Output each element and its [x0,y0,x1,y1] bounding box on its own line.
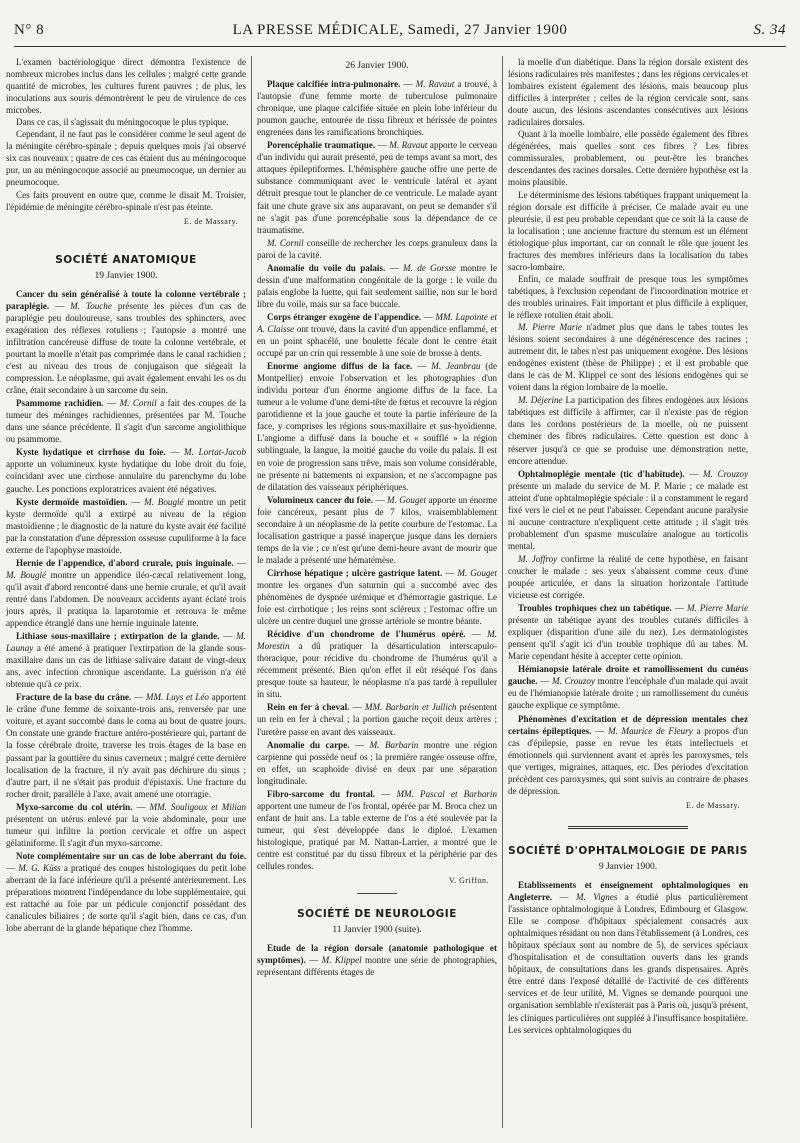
report-entry: Psammome rachidien. — M. Cornil a fait des coupes de la tumeur des méninges rachidiennes, présentées par M. Touche dans une séance précédente. Il s'agit d'un sarcome angiolithique ou psammome. [6,398,246,445]
report-entry: Hernie de l'appendice, d'abord crurale, puis inguinale. — M. Bouglé montre un appendice iléo-cæcal relativement long, qu'il avait d'abord rencontré dans une hernie crurale, et qu'il avait rentré dans l'abdomen. De nouveaux accidents ayant éclaté trois jours après, il pratiqua la laparotomie et retrouva le même appendice étranglé dans une hernie inguinale latente. [6,557,246,629]
entry-title: Plaque calcifiée intra-pulmonaire. [267,79,401,90]
paragraph: Quant à la moelle lombaire, elle possède également des fibres dégénérées, mais quelles sont ces fibres ? Les fibres commissurales, probablement, ou peut-être les branches descendantes des racines dorsales. Cette dernière hypothèse est la moins plausible. [508,129,748,188]
entry-author: MM. Barbarin et Jullich [364,702,457,713]
entry-text: présentent un rein en fer à cheval ; la portion gauche reçoit deux artères ; l'uretère passe en avant des vaisseaux. [257,702,497,737]
section-date: 11 Janvier 1900 (suite). [332,925,422,936]
entry-title: Rein en fer à cheval. [267,702,350,713]
column-1 [6,56,246,1128]
report-entry: Corps étranger exogène de l'appendice. — MM. Lapointe et A. Claisse ont trouvé, dans la cavité d'un appendice enflammé, et en un point sphacélé, une boulette fécale dont le centre était occupé par un crin qui ressemble à une soie de brosse à dents. [257,311,497,359]
entry-text: présente un malade du service de M. P. Marie ; ce malade est atteint d'une ophtalmoplégie spéciale : il a constamment le regard fixé vers le ciel et ne peut l'abaisser. Cependant aucune paralysie ni aucune contracture n'expliquent cette attitude ; il s'agit très probablement d'un spasme musculaire analogue au torticolis mental. [508,480,748,551]
paragraph: Dans ce cas, il s'agissait du méningocoque le plus typique. [16,117,229,128]
entry-author: M. Morestin [257,629,497,652]
report-entry [508,321,748,393]
entry-author: M. G. Küss [18,862,61,873]
entry-title: Myxo-sarcome du col utérin. [16,801,133,812]
entries-list [508,321,748,797]
entry-title: Ophtalmoplégie mentale (tic d'habitude). [518,468,685,479]
report-entry: Fibro-sarcome du frontal. — MM. Pascal et Barbarin apportent une tumeur de l'os frontal, opérée par M. Broca chez un enfant de huit ans. La table externe de l'os a été soulevée par la tumeur, qui s'est développée dans le diploé. L'examen histologique, pratiqué par M. Nattan-Larrier, a montré que le centre est constitué par du tissu fibreux et la périphérie par des cellules rondes. [257,788,497,872]
page-header [14,22,786,44]
report-entry: Troubles trophiques chez un tabétique. — M. Pierre Marie présente un tabétique ayant des troubles cutanés difficiles à expliquer (disparition d'une aile du nez). Les dermatologistes pensent qu'il s'agit ici d'un trouble trophique dû au tabes. M. Marie cependant hésite à accepter cette opinion. [508,603,748,662]
entry-title: Hémianopsie latérale droite et ramollissement du cunéus gauche. [508,664,748,687]
paragraph: Ces faits prouvent en outre que, comme le disait M. Troisier, l'épidémie de méningite cérébro-spinale n'est pas éteinte. [6,189,246,212]
continuation-text [508,56,748,321]
entry-author: M. Lortat-Jacob [184,447,246,458]
report-entry: Porencéphalie traumatique. — M. Ravaut apporte le cerveau d'un individu qui aurait présenté, peu de temps avant sa mort, des attaques épileptiformes. L'hémisphère gauche offre une perte de substance communiquant avec le ventricule latéral et ayant détruit presque tout le plancher de ce ventricule. Le malade ayant fait une chute grave six ans auparavant, on peut se demander s'il ne s'agit pas d'une porencéphalie sous la dépendance de ce traumatisme. [257,140,497,235]
entry-title: Note complémentaire sur un cas de lobe aberrant du foie. [16,850,246,861]
report-entry: Ophtalmoplégie mentale (tic d'habitude). — M. Crouzoy présente un malade du service de M. P. Marie ; ce malade est atteint d'une ophtalmoplégie spéciale : il a constamment le regard fixé vers le ciel et ne peut l'abaisser. Cependant aucune paralysie ni aucune contracture n'expliquent cette attitude ; il s'agit très probablement d'un spasme musculaire analogue au torticolis mental. [508,468,748,551]
report-entry [508,553,748,601]
intro-text [6,56,246,213]
paragraph: Le déterminisme des lésions tabétiques frappant uniquement la région dorsale est difficile à préciser. Ce malade avait eu une pleurésie, il est peu probable cependant que ce soit là la cause de la localisation ; une ancienne fracture du sternum est un élément étiologique plus important, car on connaît le rôle que jouent les fractures des membres inférieurs dans la localisation du tabes sacro-lombaire. [508,189,748,272]
report-entry: Note complémentaire sur un cas de lobe aberrant du foie. — M. G. Küss a pratiqué des coupes histologiques du petit lobe aberrant de la face inférieure qu'il a présenté antérieurement. Les préparations montrent l'indépendance du lobe supplémentaire, qui est rattaché au foie par un pédicule conjonctif possédant des canalicules biliaires ; de sorte qu'il s'agit bien, dans ce cas, d'un lobe aberrant de la glande hépatique chez l'homme. [6,850,246,934]
paragraph: Cependant, il ne faut pas le considérer comme le seul agent de la méningite cérébro-spinale ; depuis quelques mois j'ai observé six cas nouveaux ; quatre de ces cas étaient dus au méningocoque pur, un au méningocoque associé au pneumocoque, un dernier au pneumocoque. [6,129,246,188]
entry-author: M. Jeanbrau [431,361,481,372]
entry-title: Etude de la région dorsale (anatomie pathologique et symptômes). [257,943,497,966]
entry-author: M. Déjerine [518,395,563,406]
issue-number: N° 8 [14,22,45,38]
entry-author: M. de Gorsse [403,262,456,273]
entry-title: Kyste hydatique et cirrhose du foie. [16,447,166,458]
session-date: 26 Janvier 1900. [345,61,409,71]
paragraph: la moelle d'un diabétique. Dans la région dorsale existent des lésions radiculaires très manifestes ; dans les régions cervicales et lombaires existent également des lésions, mais beaucoup plus difficiles à interpréter ; celles de la région cervicale sont, sans doute aucun, des lésions ascendantes consécutives aux lésions radiculaires dorsales. [508,57,748,128]
entries-list [257,942,497,978]
entry-author: M. Klippel [321,955,362,966]
entry-text: présente un tabétique ayant des troubles cutanés difficiles à expliquer (disparition d'une aile du nez). Les dermatologistes pensent qu'il s'agit ici d'un trouble trophique dû au tabes. M. Marie cependant hésite à accepter cette opinion. [508,615,748,662]
entry-title: Phénomènes d'excitation et de dépression mentales chez certains épileptiques. [508,713,748,736]
entry-title: Porencéphalie traumatique. [267,140,376,151]
report-entry: Volumineux cancer du foie. — M. Gouget apporte un énorme foie cancéreux, pesant plus de 7 kilos, vraisemblablement secondaire à un néoplasme de la petite courbure de l'estomac. La localisation gastrique a passé inaperçue jusque dans les derniers temps de la vie ; ce n'est qu'une demi-heure avant de mourir que le malade a présenté une hématémèse. [257,494,497,565]
section-title-ophtalmologie: SOCIÉTÉ D'OPHTALMOLOGIE DE PARIS [508,844,748,857]
entry-author: M. Pierre Marie [687,603,748,614]
entry-title: Etablissements et enseignement ophtalmologiques en Angleterre. [508,880,748,903]
report-entry: Récidive d'un chondrome de l'humérus opéré. — M. Morestin a dû pratiquer la désarticulation interscapulo-thoracique, pour récidive du chondrome de l'humérus qu'il a récemment présenté. Bien qu'on effet il eût réséqué l'os dans presque toute sa hauteur, le néoplasme n'a pas tardé à repulluler in situ. [257,629,497,700]
report-entry [508,394,748,466]
section-date: 9 Janvier 1900. [598,861,658,872]
entry-text: apportent le crâne d'une femme de soixante-trois ans, renversée par une voiture, et ayant succombé dans le coma au bout de quatre jours. On constate une grande fracture antéro-postérieure qui, partant de la fosse cérébrale droite, traverse les trois étages de la base en passant par la gouttière du sinus caverneux ; malgré cette dernière localisation de la fracture, il n'y avait pas déchirure du sinus ; d'autre part, il ne s'était pas produit d'épistaxis. Une fracture du rocher droit, parallèle à l'axe, avait amené une otorragie. [6,692,246,799]
entry-author: MM. Lapointe et A. Claisse [257,311,497,334]
entry-title: Anomalie du carpe. [267,739,350,750]
signature: E. de Massary. [183,216,238,226]
report-entry: Kyste dermoïde mastoïdien. — M. Bouglé montre un petit kyste dermoïde qu'il a extirpé au niveau de la région mastoïdienne ; le diagnostic de la nature du kyste avait été facilité par la constatation d'une dépression osseuse cupuliforme à la face externe de l'apophyse mastoïde. [6,496,246,555]
entry-text: conseille de rechercher les corps granuleux dans la paroi de la cavité. [257,237,497,260]
report-entry: Kyste hydatique et cirrhose du foie. — M. Lortat-Jacob apporte un volumineux kyste hydatique du lobe droit du foie, coïncidant avec une cirrhose annulaire du parenchyme du lobe gauche. Les ponctions exploratrices avaient été négatives. [6,447,246,494]
entry-text: a pratiqué des coupes histologiques du petit lobe aberrant de la face inférieure qu'il a présenté antérieurement. Les préparations montrent l'indépendance du lobe supplémentaire, qui est rattaché au foie par un pédicule conjonctif possédant des canalicules biliaires ; de sorte qu'il s'agit bien, dans ce cas, d'un lobe aberrant de la glande hépatique chez l'homme. [6,862,246,934]
entry-text: présente les pièces d'un cas de paraplégie peu douloureuse, sans troubles des sphincters, avec exagération des réflexes rotuliens ; l'autopsie a montré une infiltration cancéreuse diffuse de toute la colonne vertébrale, et pourtant la moelle n'était pas comprimée dans le canal rachidien ; c'est au niveau des trous de conjugaison que siégeait la compression. Le néoplasme, qui avait également envahi les os du crâne, était secondaire à un sarcome du sein. [6,300,246,396]
entries-list [6,288,246,934]
entry-title: Cirrhose hépatique ; ulcère gastrique latent. [267,567,443,578]
entry-author: M. Crouzoy [703,468,748,479]
entry-text: présentent un utérus enlevé par la voie abdominale, pour une tumeur qui infiltre la portion cervicale et offre un aspect gélatiniforme. Il s'agit d'un myxo-sarcome. [6,813,246,848]
report-entry: Plaque calcifiée intra-pulmonaire. — M. Ravaut a trouvé, à l'autopsie d'une femme morte de tuberculose pulmonaire chronique, une plaque calcifiée située en plein lobe inférieur du poumon gauche, entourée de tissu fibreux et hérissée de pointes engrenées dans les ramifications bronchiques. [257,79,497,138]
signature: E. de Massary. [685,800,740,810]
entry-author: M. Bouglé [6,569,47,580]
entry-text: montre une série de photographies, représentant différents étages de [257,955,497,978]
entry-author: M. Bouglé [144,496,184,507]
header-rule [14,46,786,47]
report-entry: Etablissements et enseignement ophtalmologiques en Angleterre. — M. Vignes a étudié plus particulièrement l'assistance ophtalmologique à Londres, Edimbourg et Glasgow. Elle se compose d'hôpitaux spécialement consacrés aux ophtalmiques résidant ou non dans l'établissement (à Londres, ces hôpitaux spéciaux sont au nombre de 5), de services spéciaux d'hospitalisation et de consultation ouverts dans les grands hôpitaux, de consultations dans les grands dispensaires. Après être entré dans l'exposé détaillé de l'activité de ces différents services et de leur utilité, M. Vignes se demande pourquoi une organisation semblable n'existerait pas à Paris où, jusqu'à présent, les cliniques particulières ont suppléé à l'insuffisance hospitalière. Les services ophtalmologiques du [508,880,748,1035]
entry-title: Troubles trophiques chez un tabétique. [518,603,672,614]
entry-text: n'admet plus que dans le tabes toutes les lésions soient secondaires à une dégénérescence des racines ; autrement dit, le tabes n'est pas uniquement exogène. Des lésions endogènes existent (thèse de Philippe) ; et il est probable que dans le cas de M. Klippel ce sont des lésions endogènes qui se voient dans la région lombaire de la moelle. [508,322,748,393]
entry-title: Récidive d'un chondrome de l'humérus opéré. [267,629,466,640]
entry-text: a étudié plus particulièrement l'assistance ophtalmologique à Londres, Edimbourg et Glasgow. Elle se compose d'hôpitaux spécialement consacrés aux ophtalmiques résidant ou non dans l'établissement (à Londres, ces hôpitaux spéciaux sont au nombre de 5), de services spéciaux d'hospitalisation et de consultation ouverts dans les grands hôpitaux, de consultations dans les grands dispensaires. Après être entré dans l'exposé détaillé de l'activité de ces différents services et de leur utilité, M. Vignes se demande pourquoi une organisation semblable n'existerait pas à Paris où, jusqu'à présent, les cliniques particulières ont suppléé à l'insuffisance hospitalière. Les services ophtalmologiques du [508,892,748,1035]
entry-author: M. Cornil [119,398,157,409]
entries-list [257,78,497,872]
entry-author: M. Gouget [457,567,497,578]
entry-text: apportent une tumeur de l'os frontal, opérée par M. Broca chez un enfant de huit ans. La table externe de l'os a été soulevée par la tumeur, qui s'est développée dans le diploé. L'examen histologique, pratiqué par M. Nattan-Larrier, a montré que le centre est constitué par du tissu fibreux et la périphérie par des cellules rondes. [257,800,497,872]
entry-text: apporte le cerveau d'un individu qui aurait présenté, peu de temps avant sa mort, des attaques épileptiformes. L'hémisphère gauche offre une perte de substance communiquant avec le ventricule latéral et ayant détruit presque tout le plancher de ce ventricule. Le malade ayant fait une chute grave six ans auparavant, on peut se demander s'il ne s'agit pas d'une porencéphalie sous la dépendance de ce traumatisme. [257,140,497,235]
column-2 [257,56,497,1128]
entry-author: M. Maurice de Fleury [607,725,693,736]
paragraph: L'examen bactériologique direct démontra l'existence de nombreux microbes inclus dans les cellules ; malgré cette grande quantité de microbes, les cultures furent pauvres ; de plus, les inoculations aux souris démontrèrent le peu de virulence de ces microbes. [6,57,246,116]
report-entry: Cancer du sein généralisé à toute la colonne vertébrale ; paraplégie. — M. Touche présente les pièces d'un cas de paraplégie peu douloureuse, sans troubles des sphincters, avec exagération des réflexes rotuliens ; l'autopsie a montré une infiltration cancéreuse diffuse de toute la colonne vertébrale, et pourtant la moelle n'était pas comprimée dans le canal rachidien ; c'est au niveau des trous de conjugaison que siégeait la compression. Le néoplasme, qui avait également envahi les os du crâne, était secondaire à un sarcome du sein. [6,288,246,396]
entry-author: M. Launay [6,631,246,654]
report-entry: Fracture de la base du crâne. — MM. Luys et Léo apportent le crâne d'une femme de soixante-trois ans, renversée par une voiture, et ayant succombé dans le coma au bout de quatre jours. On constate une grande fracture antéro-postérieure qui, partant de la fosse cérébrale droite, traverse les trois étages de la base en passant par la gouttière du sinus caverneux ; malgré cette dernière localisation de la fracture, il n'y avait pas déchirure du sinus ; d'autre part, il ne s'était pas produit d'épistaxis. Une fracture du rocher droit, parallèle à l'axe, avait amené une otorragie. [6,692,246,799]
entry-title: Anomalie du voile du palais. [267,262,386,273]
entry-text: apporte un énorme foie cancéreux, pesant plus de 7 kilos, vraisemblablement secondaire à un néoplasme de la petite courbure de l'estomac. La localisation gastrique a passé inaperçue jusque dans les derniers temps de la vie ; ce n'est qu'une demi-heure avant de mourir que le malade a présenté une hématémèse. [257,494,497,565]
entry-text: a propos d'un cas d'épilepsie, passe en revue les états intellectuels et émotionnels qui surviennent avant et après les paroxysmes, tels que vertiges, migraines, attaques, etc. Des périodes d'excitation précèdent ces paroxysmes, qui sont suivis au contraire de phases de dépression. [508,725,748,796]
divider [357,893,397,894]
entry-text: ont trouvé, dans la cavité d'un appendice enflammé, et en un point sphacélé, une boulette fécale dont le centre était occupé par un crin qui ressemble à une soie de brosse à dents. [257,323,497,359]
report-entry: Lithiase sous-maxillaire ; extirpation de la glande. — M. Launay a été amené à pratiquer l'extirpation de la glande sous-maxillaire dans un cas de lithiase salivaire datant de vingt-deux ans, avec infection chronique ascendante. La guérison n'a été obtenue qu'à ce prix. [6,631,246,690]
entry-text: confirme la réalité de cette hypothèse, en faisant coucher le malade : ses yeux s'abaissent comme ceux d'une poupée articulée, et dans la situation horizontale l'attitude vicieuse est corrigée. [508,553,748,601]
entry-text: montre le dessin d'une malformation congénitale de la gorge : le voile du palais englobe la luette, qui fait seulement saillie, non sur le bord libre du voile, mais sur sa face buccale. [257,262,497,309]
entry-title: Hernie de l'appendice, d'abord crurale, puis inguinale. [16,557,234,568]
entry-author: M. Ravaut [389,140,428,151]
entry-title: Kyste dermoïde mastoïdien. [16,496,128,507]
journal-title: LA PRESSE MÉDICALE, Samedi, 27 Janvier 1900 [232,22,568,38]
entries-list [508,879,748,1036]
report-entry: Anomalie du voile du palais. — M. de Gorsse montre le dessin d'une malformation congénitale de la gorge : le voile du palais englobe la luette, qui fait seulement saillie, non sur le bord libre du voile, mais sur sa face buccale. [257,262,497,309]
entry-author: MM. Pascal et Barbarin [396,788,497,799]
entry-title: Enorme angiome diffus de la face. [267,361,413,372]
entry-author: M. Joffroy [518,553,558,564]
report-entry [257,237,497,261]
entry-author: M. Gouget [387,494,427,505]
column-separator [502,56,503,1128]
report-entry: Anomalie du carpe. — M. Barbarin montre une région carpienne qui possède neuf os ; la première rangée osseuse offre, en effet, un scaphoïde divisé en deux par une séparation longitudinale. [257,739,497,786]
report-entry: Rein en fer à cheval. — MM. Barbarin et Jullich présentent un rein en fer à cheval ; la portion gauche reçoit deux artères ; l'uretère passe en avant des vaisseaux. [257,702,497,737]
report-entry: Phénomènes d'excitation et de dépression mentales chez certains épileptiques. — M. Maurice de Fleury a propos d'un cas d'épilepsie, passe en revue les états intellectuels et émotionnels qui surviennent avant et après les paroxysmes, tels que vertiges, migraines, attaques, etc. Des périodes d'excitation précèdent ces paroxysmes, qui sont suivis au contraire de phases de dépression. [508,713,748,796]
report-entry: Myxo-sarcome du col utérin. — MM. Souligoux et Milian présentent un utérus enlevé par la voie abdominale, pour une tumeur qui infiltre la portion cervicale et offre un aspect gélatiniforme. Il s'agit d'un myxo-sarcome. [6,801,246,848]
entry-text: a été amené à pratiquer l'extirpation de la glande sous-maxillaire dans un cas de lithiase salivaire datant de vingt-deux ans, avec infection chronique ascendante. La guérison n'a été obtenue qu'à ce prix. [6,643,246,690]
entry-title: Volumineux cancer du foie. [267,494,374,505]
entry-text: apporte un volumineux kyste hydatique du lobe droit du foie, coïncidant avec une cirrhose annulaire du parenchyme du lobe gauche. Les ponctions exploratrices avaient été négatives. [6,459,246,494]
column-3 [508,56,748,1128]
entry-title: Psammome rachidien. [16,398,104,409]
entry-author: M. Vignes [575,892,618,903]
entry-text: montre l'encéphale d'un malade qui avait eu de l'hémianopsie latérale droite ; un ramollissement du cunéus gauche explique ce symptôme. [508,676,748,711]
entry-text: montre un petit kyste dermoïde qu'il a extirpé au niveau de la région mastoïdienne ; le diagnostic de la nature du kyste avait été facilité par la constatation d'une dépression osseuse cupuliforme à la face externe de l'apophyse mastoïde. [6,496,246,555]
section-title-neurologie: SOCIÉTÉ DE NEUROLOGIE [297,908,457,921]
divider [568,826,688,829]
entry-text: La participation des fibres endogènes aux lésions tabétiques est difficile à affirmer, car il n'existe pas de région dans les cordons postérieurs de la moelle, où ne puissent cheminer des fibres radiculaires. Cette question est donc à réserver jusqu'à ce que se produise une démonstration nette, encore attendue. [508,395,748,466]
report-entry: Etude de la région dorsale (anatomie pathologique et symptômes). — M. Klippel montre une série de photographies, représentant différents étages de [257,943,497,978]
paragraph: Enfin, ce malade souffrait de presque tous les symptômes tabétiques, à l'exclusion cependant de l'incoordination motrice et des troubles urinaires. Fait important et plus difficile à expliquer, le réflexe rotulien était aboli. [508,273,748,320]
entry-author: M. Cornil [267,237,304,248]
entry-text: a dû pratiquer la désarticulation interscapulo-thoracique, pour récidive du chondrome de l'humérus qu'il a récemment présenté. Bien qu'on effet il eût réséqué l'os dans presque toute sa hauteur, le néoplasme n'a pas tardé à repulluler in situ. [257,641,497,700]
signature: V. Griffon. [448,876,489,886]
page-number: S. 34 [753,22,786,38]
report-entry: Enorme angiome diffus de la face. — M. Jeanbrau (de Montpellier) envoie l'observation et les photographies d'un individu porteur d'un énorme angiome diffus de la face. La tumeur a le volume d'une demi-tête de fœtus et recouvre la région parotidienne et la joue gauche et toute la partie inférieure de la face, y comprises les régions sous-maxillaire et sus-hyoïdienne. L'angiome a diffusé dans la bouche et « soufflé » la région sublinguale, la langue, la moitié gauche du voile du palais. Il est en voie de progression sans trêve, mais son volume considérable, ne présente ni battements ni expansion, et ne s'accompagne pas de dilatation des vaisseaux périphériques. [257,361,497,492]
entry-title: Lithiase sous-maxillaire ; extirpation de la glande. [16,631,220,642]
entry-title: Cancer du sein généralisé à toute la colonne vertébrale ; paraplégie. [6,288,246,311]
report-entry: Hémianopsie latérale droite et ramollissement du cunéus gauche. — M. Crouzoy montre l'encéphale d'un malade qui avait eu de l'hémianopsie latérale droite ; un ramollissement du cunéus gauche explique ce symptôme. [508,664,748,711]
entry-author: MM. Luys et Léo [145,692,209,703]
section-title-anatomique: SOCIÉTÉ ANATOMIQUE [55,253,197,266]
entry-author: M. Crouzoy [551,676,595,687]
column-separator [251,56,252,1128]
entry-title: Fracture de la base du crâne. [16,692,132,703]
section-date: 19 Janvier 1900. [94,270,158,281]
entry-text: montre un appendice iléo-cæcal relativement long, qu'il avait d'abord rencontré dans une hernie crurale, et qu'il avait rentré dans l'abdomen. De nouveaux accidents ayant éclaté trois jours après, il pratiqua la laparotomie et retrouva le même appendice étranglé dans une hernie inguinale latente. [6,569,246,629]
entry-author: M. Ravaut [415,79,455,90]
entry-author: M. Pierre Marie [518,322,582,333]
entry-title: Corps étranger exogène de l'appendice. [267,311,422,322]
entry-text: (de Montpellier) envoie l'observation et les photographies d'un individu porteur d'un énorme angiome diffus de la face. La tumeur a le volume d'une demi-tête de fœtus et recouvre la région parotidienne et la joue gauche et toute la partie inférieure de la face, y comprises les régions sous-maxillaire et sus-hyoïdienne. L'angiome a diffusé dans la bouche et « soufflé » la région sublinguale, la langue, la moitié gauche du voile du palais. Il est en voie de progression sans trêve, mais son volume considérable, ne présente ni battements ni expansion, et ne s'accompagne pas de dilatation des vaisseaux périphériques. [257,361,497,492]
entry-title: Fibro-sarcome du frontal. [267,788,376,799]
entry-author: M. Barbarin [369,739,419,750]
entry-text: montre les organes d'un saturnin qui a succombé avec des phénomènes de dyspnée urémique et d'hémorragie gastrique. Le foie est cirrhotique ; les reins sont scléreux ; l'estomac offre un ulcère un centre duquel une grosse artériole se montre béante. [257,579,497,627]
entry-text: montre une région carpienne qui possède neuf os ; la première rangée osseuse offre, en effet, un scaphoïde divisé en deux par une séparation longitudinale. [257,739,497,786]
entry-author: MM. Souligoux et Milian [149,801,246,812]
entry-author: M. Touche [70,300,112,311]
entry-text: a trouvé, à l'autopsie d'une femme morte de tuberculose pulmonaire chronique, une plaque calcifiée située en plein lobe inférieur du poumon gauche, entourée de tissu fibreux et hérissée de pointes engrenées dans les ramifications bronchiques. [257,79,497,138]
entry-text: a fait des coupes de la tumeur des méninges rachidiennes, présentées par M. Touche dans une séance précédente. Il s'agit d'un sarcome angiolithique ou psammome. [6,398,246,445]
report-entry: Cirrhose hépatique ; ulcère gastrique latent. — M. Gouget montre les organes d'un saturnin qui a succombé avec des phénomènes de dyspnée urémique et d'hémorragie gastrique. Le foie est cirrhotique ; les reins sont scléreux ; l'estomac offre un ulcère un centre duquel une grosse artériole se montre béante. [257,567,497,627]
